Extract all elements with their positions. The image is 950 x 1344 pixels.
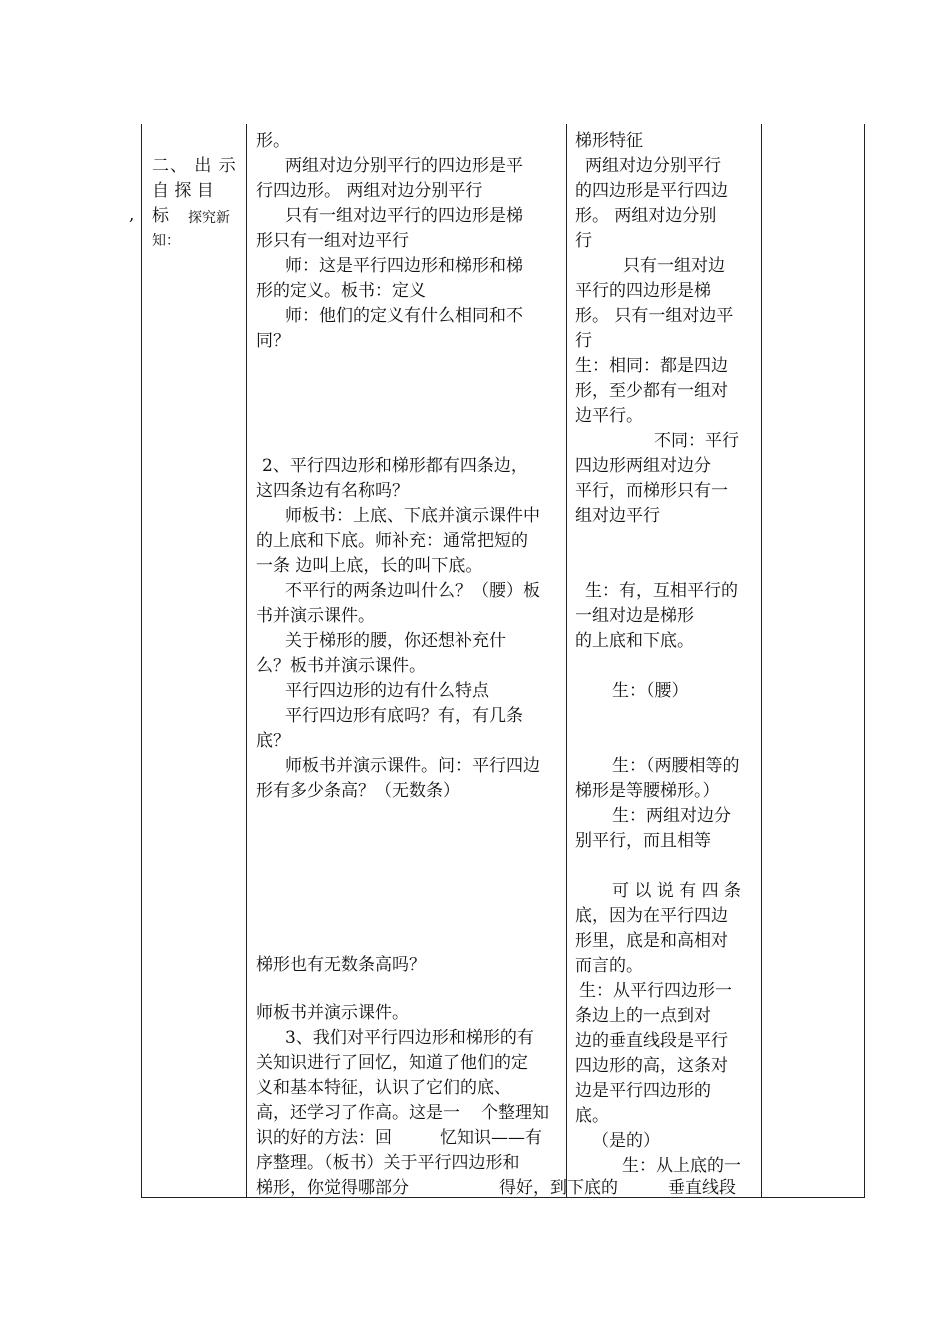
col3-line: 梯形特征	[575, 131, 643, 151]
col3-line: 平行的四边形是梯	[575, 281, 711, 301]
col2-line: 忆知识——有	[440, 1128, 542, 1148]
table-divider-2	[566, 124, 567, 1198]
col3-line: 生：（腰）	[612, 681, 689, 701]
col3-line: 形里，底是和高相对	[575, 931, 728, 951]
col2-line: 关于梯形的腰，你还想补充什	[285, 631, 506, 651]
col2-line: 义和基本特征，认识了它们的底、	[256, 1078, 511, 1098]
col3-line: 底，因为在平行四边	[575, 906, 728, 926]
col3-line: 生：从上底的一	[622, 1156, 741, 1176]
col2-line: 梯形也有无数条高吗？	[256, 955, 426, 975]
col3-line: 一组对边是梯形	[575, 606, 694, 626]
col3-line: 生：有，互相平行的	[585, 581, 738, 601]
col2-line: 序整理。（板书）关于平行四边形和	[256, 1153, 520, 1173]
col3-line: 而言的。	[575, 956, 643, 976]
col2-line: 师：他们的定义有什么相同和不	[285, 306, 523, 326]
col3-line: 行	[575, 231, 592, 251]
col2-line: 平行四边形有底吗？有，有几条	[285, 706, 523, 726]
col3-line: 行	[575, 331, 592, 351]
table-divider-1	[246, 124, 247, 1198]
col3-line: 形。 只有一组对边平	[575, 306, 734, 326]
col2-line: 一条 边叫上底，长的叫下底。	[256, 556, 483, 576]
col3-line: 四边形的高，这条对	[575, 1056, 728, 1076]
col3-line: 不同：平行	[654, 431, 739, 451]
col3-line: （是的）	[592, 1131, 660, 1151]
table-divider-3	[761, 124, 762, 1198]
col3-line: 两组对边分别平行	[585, 156, 721, 176]
col2-line: 3、我们对平行四边形和梯形的有	[285, 1028, 534, 1048]
col2-line: 师板书并演示课件。问：平行四边	[285, 756, 540, 776]
col3-line: 形。 两组对边分别	[575, 206, 717, 226]
col3-line: 的四边形是平行四边	[575, 181, 728, 201]
col3-line: 梯形是等腰梯形。）	[575, 781, 720, 801]
col2-line: 个整理知	[481, 1103, 549, 1123]
col2-line: 形只有一组对边平行	[256, 231, 409, 251]
col3-line: 别平行，而且相等	[575, 831, 711, 851]
col2-line: 识的好的方法：回	[256, 1128, 392, 1148]
col3-line: 组对边平行	[575, 506, 660, 526]
col2-line: 2、平行四边形和梯形都有四条边，	[262, 456, 528, 476]
col2-line: 师板书：上底、下底并演示课件中	[285, 506, 540, 526]
col3-line: 生：从平行四边形一	[579, 981, 732, 1001]
col3-line: 边的垂直线段是平行	[575, 1031, 728, 1051]
col1-line: 自 探 目	[152, 181, 214, 201]
col2-line: 形的定义。板书：定义	[256, 281, 426, 301]
col2-line: 形。	[256, 131, 290, 151]
col3-line: 底。	[575, 1106, 609, 1126]
table-border-left	[141, 124, 142, 1198]
col2-line: 平行四边形的边有什么特点	[285, 681, 489, 701]
col2-line: 书并演示课件。	[256, 606, 375, 626]
col2-line: 底？	[256, 731, 290, 751]
col3-line: 条边上的一点到对	[575, 1006, 711, 1026]
col3-line: 只有一组对边	[623, 256, 725, 276]
col3-line: 四边形两组对边分	[575, 456, 711, 476]
col3-line: 生：相同：都是四边	[575, 356, 728, 376]
col3-line: 生：（两腰相等的	[612, 756, 740, 776]
col3-line: 可 以 说 有 四 条	[612, 881, 742, 901]
col2-line: 两组对边分别平行的四边形是平	[285, 156, 523, 176]
col3-line: 垂直线段	[668, 1178, 736, 1198]
col2-line: 不平行的两条边叫什么？（腰）板	[285, 581, 540, 601]
table-border-right	[864, 124, 865, 1198]
col2-line: 的上底和下底。师补充：通常把短的	[256, 531, 528, 551]
col2-line: 师：这是平行四边形和梯形和梯	[285, 256, 523, 276]
col1-line: 探究新	[188, 210, 230, 226]
col2-line: 行四边形。 两组对边分别平行	[256, 181, 483, 201]
col1-line: 二、 出 示	[152, 156, 237, 176]
col2-line: 梯形，你觉得哪部分	[256, 1178, 409, 1198]
col2-line: 形有多少条高？（无数条）	[256, 781, 460, 801]
col3-line: 边是平行四边形的	[575, 1081, 711, 1101]
col2-line: 关知识进行了回忆，知道了他们的定	[256, 1053, 528, 1073]
col2-line: 同？	[256, 331, 290, 351]
col2-line: 师板书并演示课件。	[256, 1003, 409, 1023]
col3-line: 生：两组对边分	[612, 806, 731, 826]
col3-line: 边平行。	[575, 406, 643, 426]
col3-line: 平行，而梯形只有一	[575, 481, 728, 501]
col2-line: 这四条边有名称吗？	[256, 481, 409, 501]
stray-comma: ,	[129, 205, 135, 225]
col1-line: 知：	[152, 233, 180, 249]
col3-line: 形，至少都有一组对	[575, 381, 728, 401]
col2-line: 只有一组对边平行的四边形是梯	[285, 206, 523, 226]
col1-line: 标	[152, 206, 169, 226]
col2-line: 得好，到下底的	[499, 1178, 618, 1198]
col2-line: 高，还学习了作高。这是一	[256, 1103, 460, 1123]
col3-line: 的上底和下底。	[575, 631, 694, 651]
col2-line: 么？板书并演示课件。	[256, 656, 426, 676]
